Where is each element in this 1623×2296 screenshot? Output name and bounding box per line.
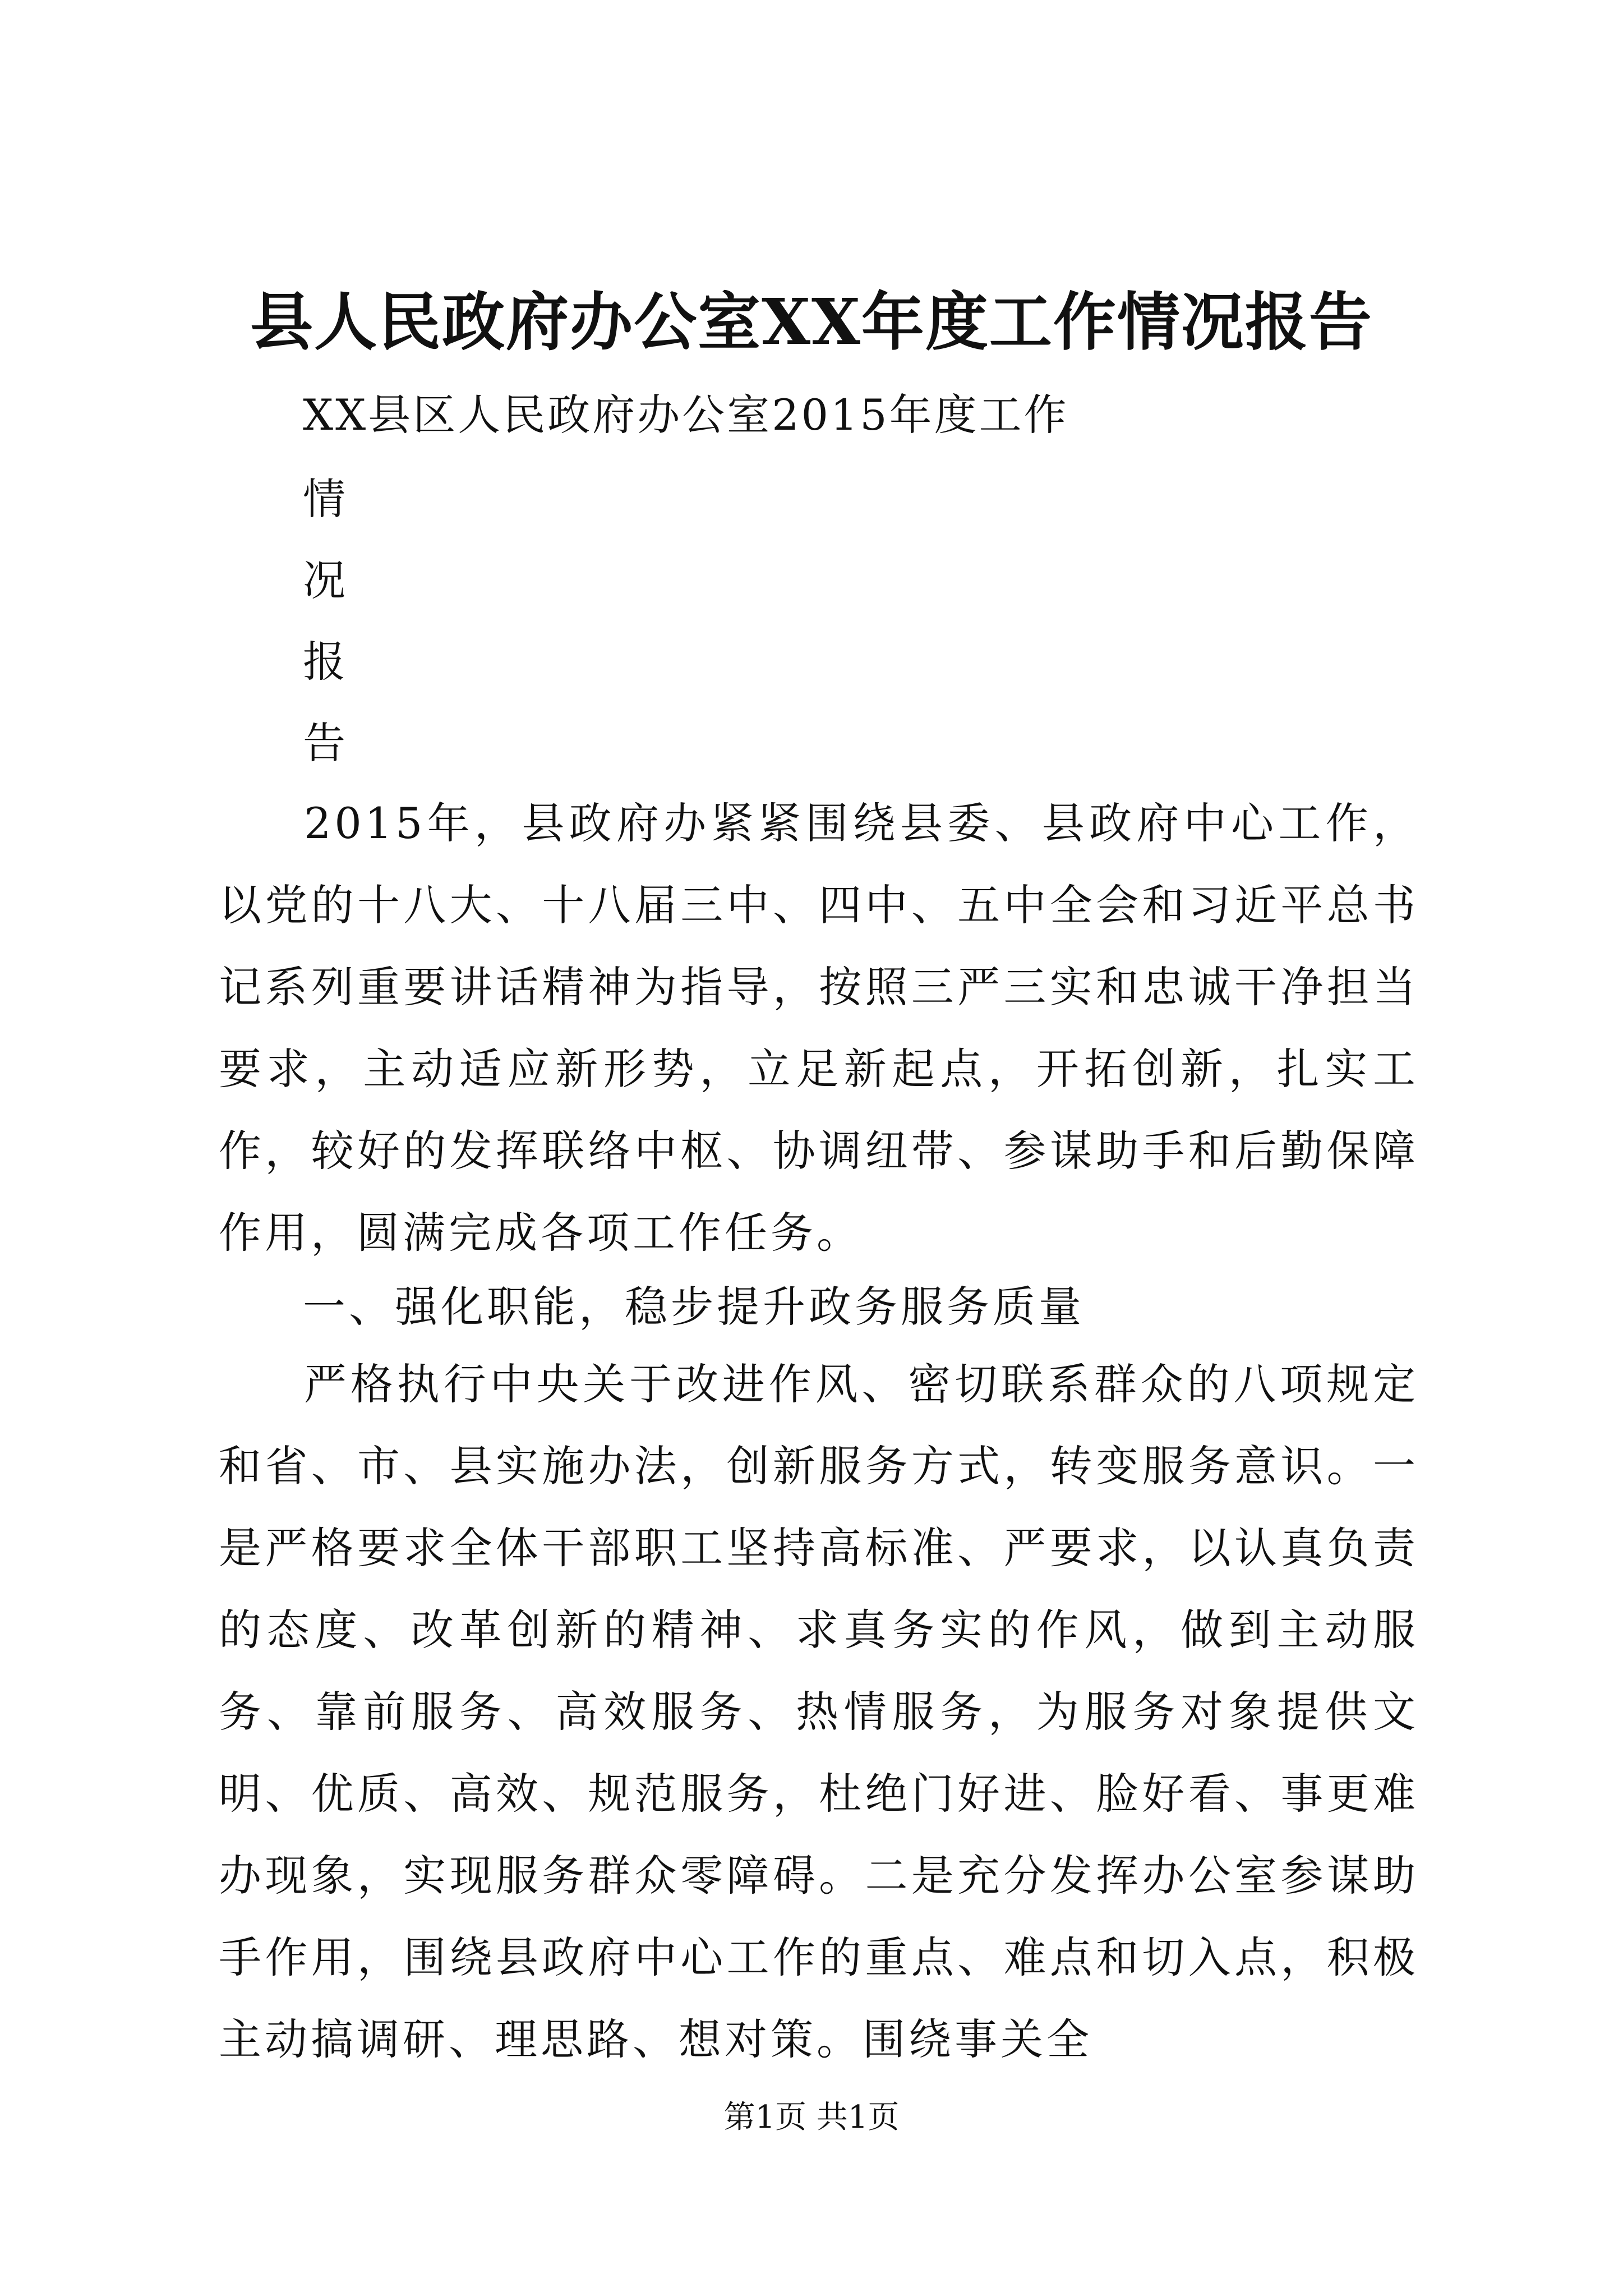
document-subtitle: XX县区人民政府办公室2015年度工作	[303, 390, 1069, 440]
vertical-char-4: 告	[303, 718, 345, 768]
document-title: 县人民政府办公室XX年度工作情况报告	[250, 286, 1373, 359]
paragraph-intro: 2015年，县政府办紧紧围绕县委、县政府中心工作，以党的十八大、十八届三中、四中、五中全会和习近平总书记系列重要讲话精神为指导，按照三严三实和忠诚干净担当要求，主动适应新形势，立足新起点，开拓创新，扎实工作，较好的发挥联络中枢、协调纽带、参谋助手和后勤保障作用，圆满完成各项工作任务。	[219, 798, 1419, 1258]
vertical-char-1: 情	[303, 474, 345, 524]
page-footer: 第1页 共1页	[723, 2099, 900, 2136]
vertical-char-2: 况	[303, 555, 345, 605]
paragraph-section-1: 严格执行中央关于改进作风、密切联系群众的八项规定和省、市、县实施办法，创新服务方式，转变服务意识。一是严格要求全体干部职工坚持高标准、严要求，以认真负责的态度、改革创新的精神、求真务实的作风，做到主动服务、靠前服务、高效服务、热情服务，为服务对象提供文明、优质、高效、规范服务，杜绝门好进、脸好看、事更难办现象，实现服务群众零障碍。二是充分发挥办公室参谋助手作用，围绕县政府中心工作的重点、难点和切入点，积极主动搞调研、理思路、想对策。围绕事关全	[219, 1359, 1419, 2064]
section-heading-1: 一、强化职能，稳步提升政务服务质量	[303, 1282, 1085, 1332]
vertical-char-3: 报	[303, 637, 345, 687]
